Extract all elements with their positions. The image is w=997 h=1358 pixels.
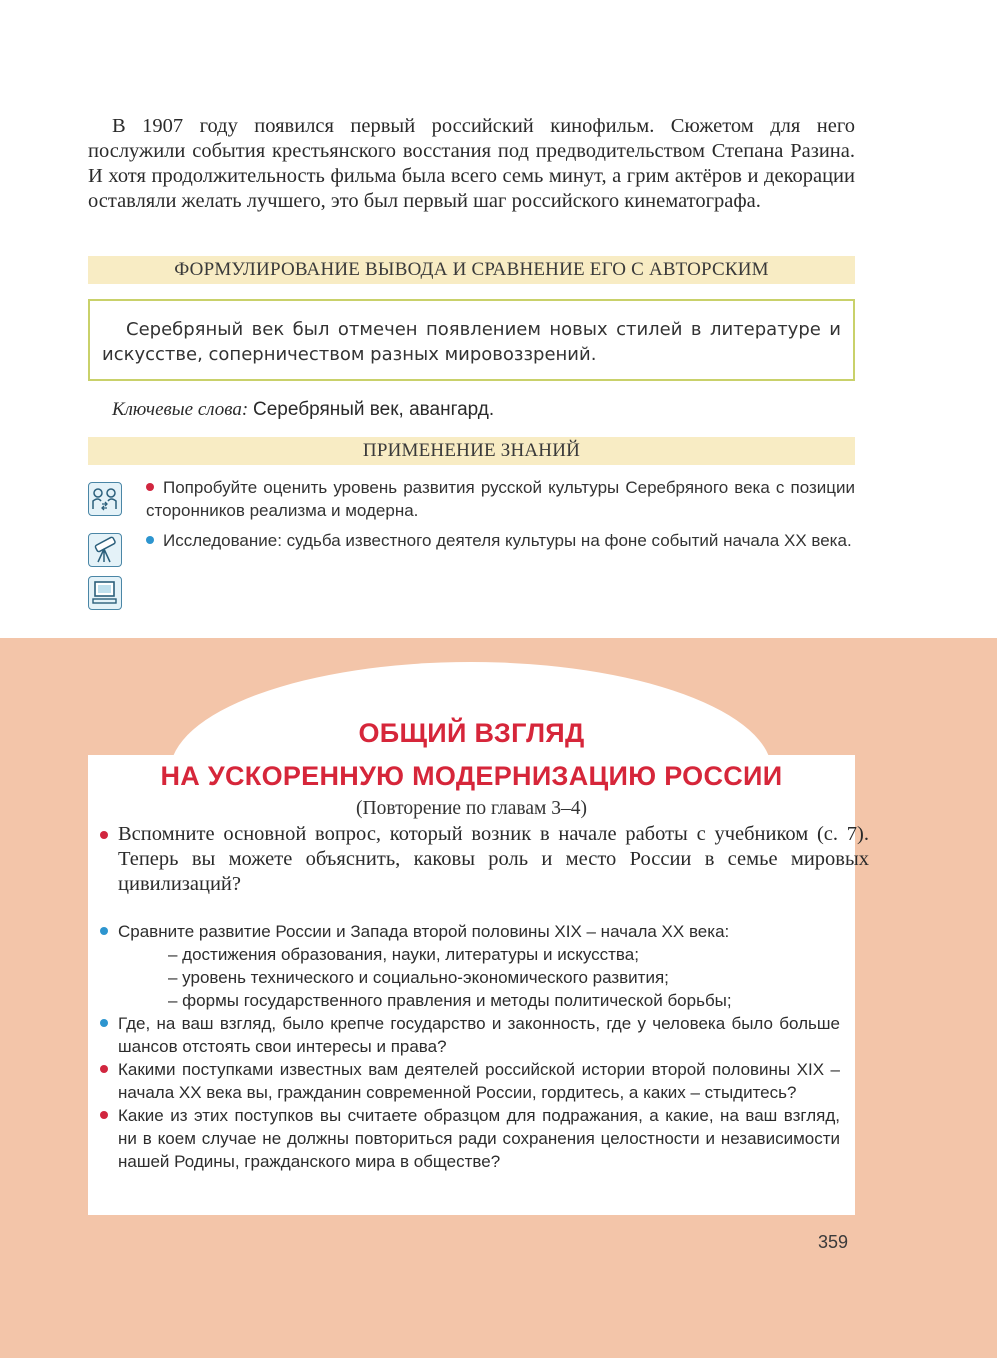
- review-title-line1: ОБЩИЙ ВЗГЛЯД: [358, 718, 585, 748]
- intro-paragraph: В 1907 году появился первый российский кинофильм. Сюжетом для него послужили события крестьянского восстания под предводительством Степана Разина. И хотя продолжительность фильма была всего семь минут, а грим актёров и декорации оставляли желать лучшего, это был первый шаг российского кинематографа.: [88, 115, 855, 212]
- bullet-icon: [146, 536, 154, 544]
- review-sub-list: [118, 943, 840, 1012]
- task-text: Исследование: судьба известного деятеля культуры на фоне событий начала XX века.: [163, 531, 852, 550]
- keywords-value: Серебряный век, авангард.: [253, 399, 495, 420]
- review-sub-item: – уровень технического и социально-экономического развития;: [168, 968, 669, 987]
- review-item: [100, 1058, 840, 1104]
- telescope-icon: [88, 533, 122, 567]
- computer-icon: [88, 576, 122, 610]
- bullet-icon: [146, 483, 154, 491]
- review-item-text: Какие из этих поступков вы считаете образцом для подражания, а какие, на ваш взгляд, ни в коем случае не должны повториться ради сохранения целостности и независимости нашей Родины, гражданского мира в обществе?: [118, 1106, 840, 1171]
- task-item: [146, 476, 855, 522]
- review-subtitle: (Повторение по главам 3–4): [356, 798, 587, 819]
- review-sub-item: – достижения образования, науки, литературы и искусства;: [168, 945, 639, 964]
- review-item-text: Какими поступками известных вам деятелей российской истории второй половины XIX – начала XX века вы, гражданин современной России, гордитесь, а каких – стыдитесь?: [118, 1060, 840, 1102]
- task-item: [146, 529, 855, 552]
- conclusion-heading: ФОРМУЛИРОВАНИЕ ВЫВОДА И СРАВНЕНИЕ ЕГО С АВТОРСКИМ: [88, 256, 855, 284]
- conclusion-box: [88, 299, 855, 381]
- review-item: [100, 1012, 840, 1058]
- task-text: Попробуйте оценить уровень развития русской культуры Серебряного века с позиции сторонников реализма и модерна.: [146, 478, 855, 520]
- keywords-label: Ключевые слова:: [112, 399, 249, 420]
- review-item-text: Сравните развитие России и Запада второй половины XIX – начала XX века:: [118, 922, 730, 941]
- review-item: [100, 920, 840, 1012]
- keywords-line: [112, 397, 852, 423]
- review-main-question-text: Вспомните основной вопрос, который возник в начале работы с учебником (с. 7). Теперь вы можете объяснить, каковы роль и место России в семье мировых цивилизаций?: [118, 823, 869, 895]
- review-main-question: [100, 822, 869, 897]
- page-number: 359: [817, 1232, 848, 1252]
- review-item-text: Где, на ваш взгляд, было крепче государство и законность, где у человека было больше шансов отстоять свои интересы и права?: [118, 1014, 840, 1056]
- application-heading: ПРИМЕНЕНИЕ ЗНАНИЙ: [88, 437, 855, 465]
- review-list: [100, 920, 840, 1173]
- debate-icon: [88, 482, 122, 516]
- bullet-icon: [100, 927, 108, 935]
- bullet-icon: [100, 831, 108, 839]
- bullet-icon: [100, 1019, 108, 1027]
- review-title-line2: НА УСКОРЕННУЮ МОДЕРНИЗАЦИЮ РОССИИ: [160, 761, 783, 791]
- conclusion-text: Серебряный век был отмечен появлением новых стилей в литературе и искусстве, соперничеством разных мировоззрений.: [102, 319, 841, 365]
- review-sub-item: – формы государственного правления и методы политической борьбы;: [168, 991, 732, 1010]
- bullet-icon: [100, 1111, 108, 1119]
- bullet-icon: [100, 1065, 108, 1073]
- review-item: [100, 1104, 840, 1173]
